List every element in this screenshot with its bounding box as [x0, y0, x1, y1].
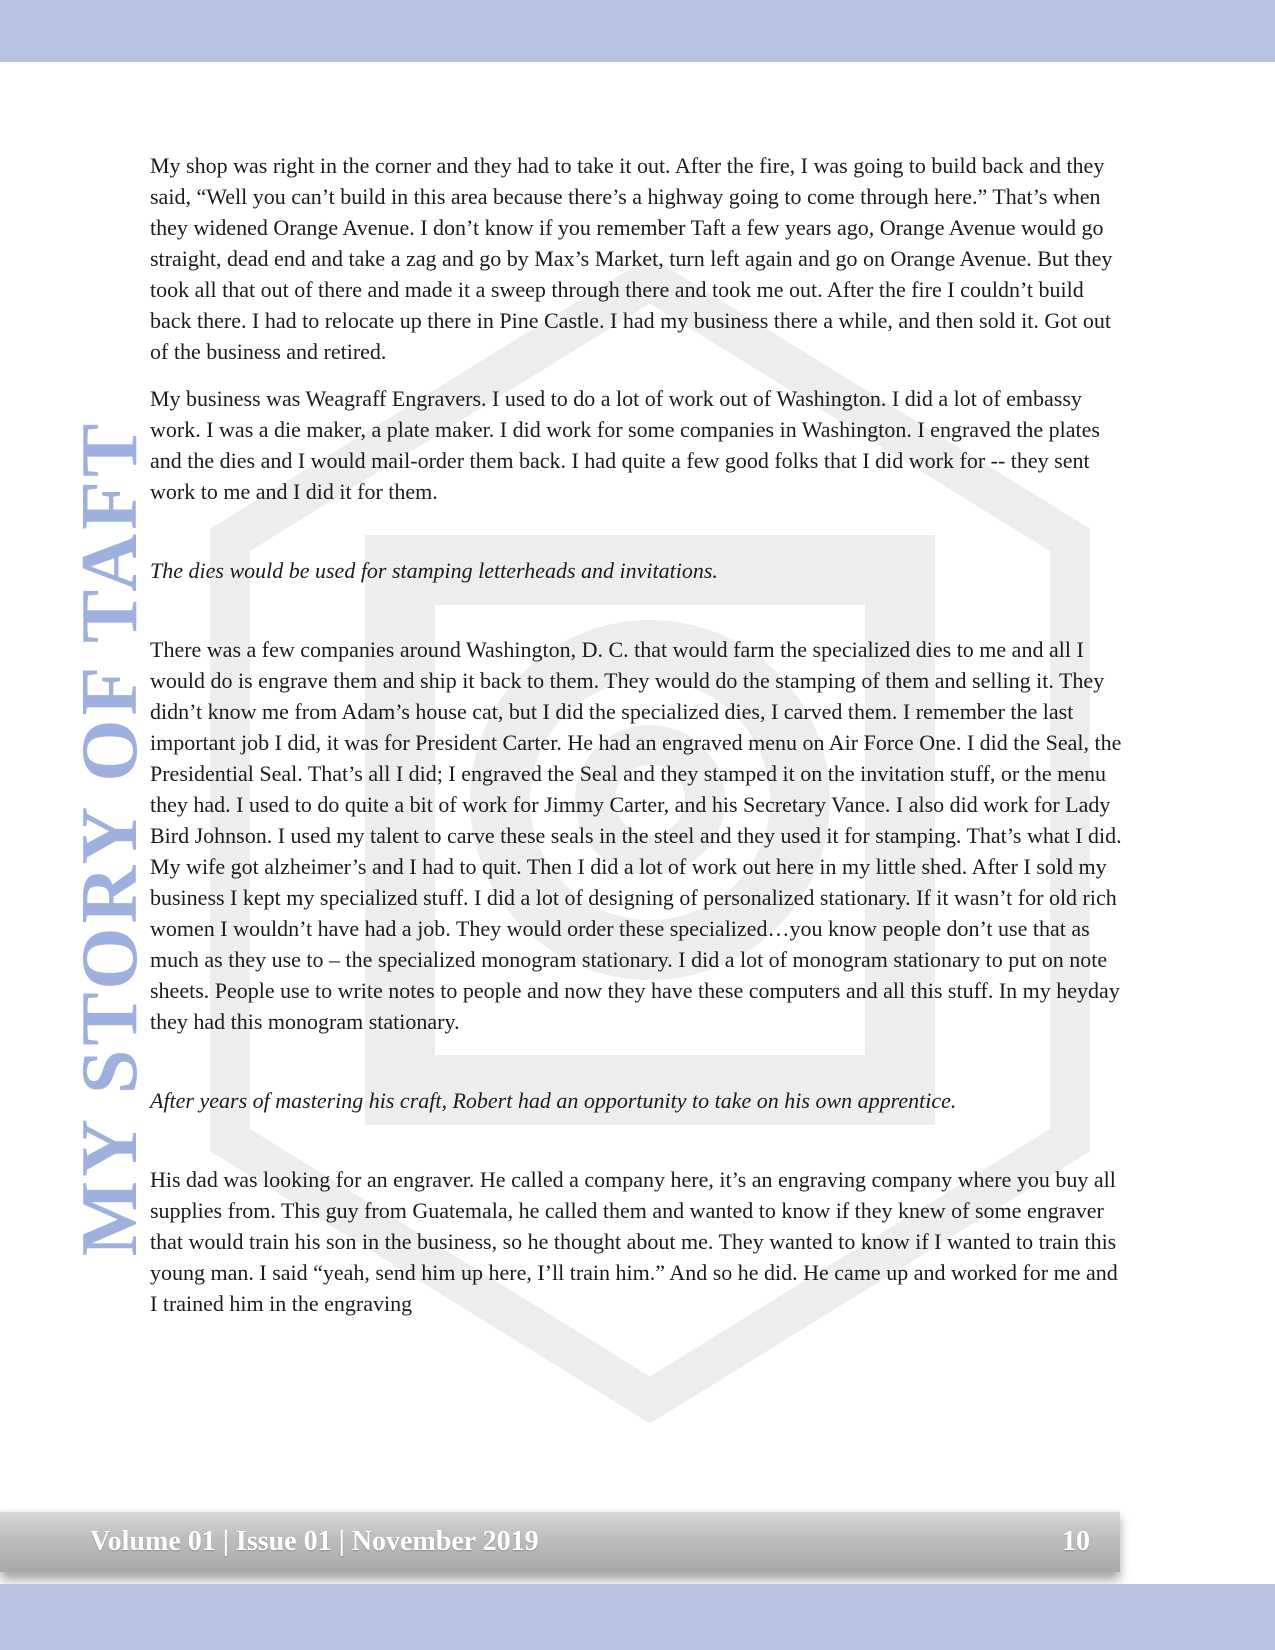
page-number: 10	[1062, 1526, 1090, 1557]
bottom-color-band	[0, 1584, 1275, 1650]
footer-issue-info: Volume 01 | Issue 01 | November 2019	[90, 1526, 539, 1557]
italic-interjection-dies: The dies would be used for stamping letterheads and invitations.	[150, 558, 718, 583]
top-color-band	[0, 0, 1275, 62]
italic-interjection-apprentice: After years of mastering his craft, Robert had an opportunity to take on his own apprentice.	[150, 1088, 957, 1113]
side-magazine-title: MY STORY OF TAFT	[66, 419, 154, 1257]
footer-bar	[0, 1510, 1120, 1572]
article-body	[150, 150, 1125, 1335]
paragraph-business: My business was Weagraff Engravers. I used to do a lot of work out of Washington. I did a lot of embassy work. I was a die maker, a plate maker. I did work for some companies in Washington. I engraved the plates and the dies and I would mail-order them back. I had quite a few good folks that I did work for -- they sent work to me and I did it for them.	[150, 386, 1100, 504]
paragraph-apprentice: His dad was looking for an engraver. He called a company here, it’s an engraving company where you buy all supplies from. This guy from Guatemala, he called them and wanted to know if they knew of some engraver that would train his son in the business, so he thought about me. They wanted to know if I wanted to train this young man. I said “yeah, send him up here, I’ll train him.” And so he did. He came up and worked for me and I trained him in the engraving	[150, 1167, 1118, 1316]
paragraph-washington-work: There was a few companies around Washington, D. C. that would farm the specialized dies to me and all I would do is engrave them and ship it back to them. They would do the stamping of them and selling it. They didn’t know me from Adam’s house cat, but I did the specialized dies, I carved them. I remember the last important job I did, it was for President Carter. He had an engraved menu on Air Force One. I did the Seal, the Presidential Seal. That’s all I did; I engraved the Seal and they stamped it on the invitation stuff, or the menu they had. I used to do quite a bit of work for Jimmy Carter, and his Secretary Vance. I also did work for Lady Bird Johnson. I used my talent to carve these seals in the steel and they used it for stamping. That’s what I did. My wife got alzheimer’s and I had to quit. Then I did a lot of work out here in my little shed. After I sold my business I kept my specialized stuff. I did a lot of designing of personalized stationary. If it wasn’t for old rich women I wouldn’t have had a job. They would order these specialized…you know people don’t use that as much as they use to – the specialized monogram stationary. I did a lot of monogram stationary to put on note sheets. People use to write notes to people and now they have these computers and all this stuff. In my heyday they had this monogram stationary.	[150, 637, 1122, 1034]
paragraph-shop-fire: My shop was right in the corner and they had to take it out. After the fire, I was going to build back and they said, “Well you can’t build in this area because there’s a highway going to come through here.” That’s when they widened Orange Avenue. I don’t know if you remember Taft a few years ago, Orange Avenue would go straight, dead end and take a zag and go by Max’s Market, turn left again and go on Orange Avenue. But they took all that out of there and made it a sweep through there and took me out. After the fire I couldn’t build back there. I had to relocate up there in Pine Castle. I had my business there a while, and then sold it. Got out of the business and retired.	[150, 153, 1113, 364]
